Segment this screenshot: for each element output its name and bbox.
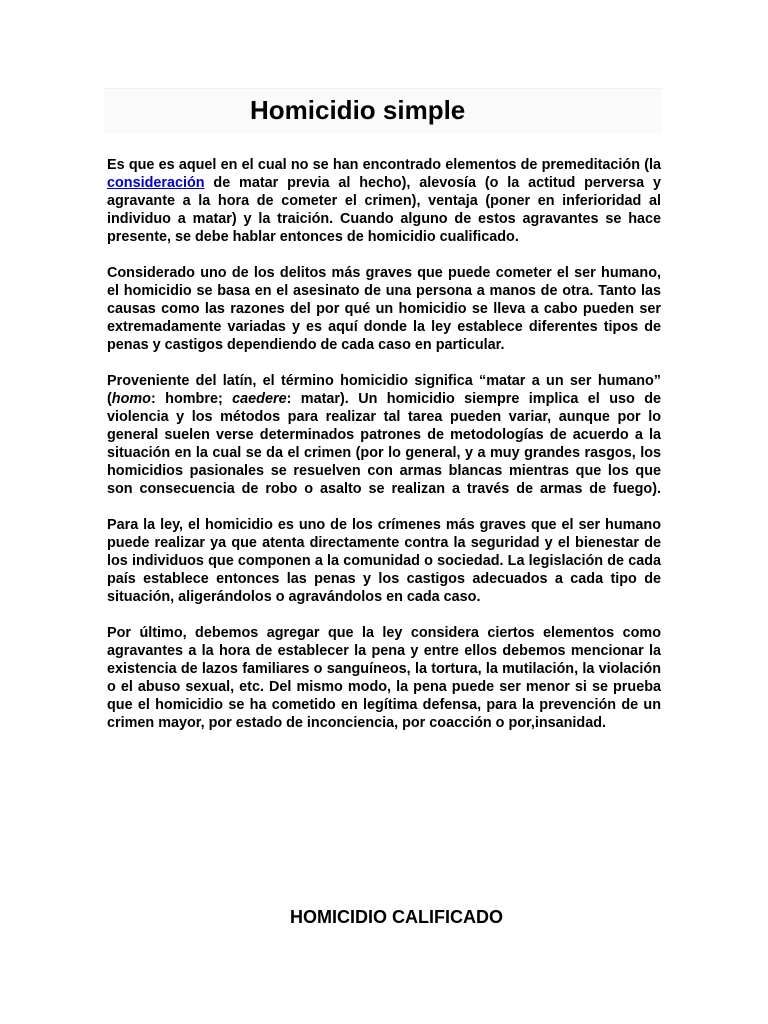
paragraph-definition-text-start: Es que es aquel en el cual no se han encontrado elementos de premeditación (la xyxy=(107,157,661,173)
document-body xyxy=(107,156,661,750)
paragraph-gravity: Considerado uno de los delitos más graves que puede cometer el ser humano, el homicidio se basa en el asesinato de una persona a manos de otra. Tanto las causas como las razones del por qué un homicidio se lleva a cabo pueden ser extremadamente variadas y es aquí donde la ley establece diferentes tipos de penas y castigos dependiendo de cada caso en particular. xyxy=(107,265,661,353)
paragraph-definition xyxy=(107,156,661,246)
latin-term-homo: homo xyxy=(111,391,151,407)
section-subtitle: HOMICIDIO CALIFICADO xyxy=(290,907,503,927)
paragraph-aggravating-factors: Por último, debemos agregar que la ley considera ciertos elementos como agravantes a la hora de establecer la pena y entre ellos debemos mencionar la existencia de lazos familiares o sanguíneos, la tortura, la mutilación, la violación o el abuso sexual, etc. Del mismo modo, la pena puede ser menor si se prueba que el homicidio se ha cometido en legítima defensa, para la prevención de un crimen mayor, por estado de inconciencia, por coacción o por,insanidad. xyxy=(107,625,661,731)
paragraph-etymology-part2: : hombre; xyxy=(150,391,233,407)
paragraph-definition-text-end: de matar previa al hecho), alevosía (o la actitud perversa y agravante a la hora de cometer el crimen), ventaja (poner en inferioridad al individuo a matar) y la traición. Cuando alguno de estos agravantes se hace presente, se debe hablar entonces de homicidio cualificado. xyxy=(107,175,661,245)
paragraph-etymology xyxy=(107,372,661,498)
consideracion-link[interactable]: consideración xyxy=(107,175,205,191)
paragraph-law: Para la ley, el homicidio es uno de los crímenes más graves que el ser humano puede realizar ya que atenta directamente contra la seguridad y el bienestar de los individuos que componen a la comunidad o sociedad. La legislación de cada país establece entonces las penas y los castigos adecuados a cada tipo de situación, aligerándolos o agravándolos en cada caso. xyxy=(107,517,661,605)
paragraph-etymology-part3: : matar). Un homicidio siempre implica el uso de violencia y los métodos para realizar tal tarea pueden variar, aunque por lo general suelen verse determinados patrones de metodologías de acuerdo a la situación en la cual se da el crimen (por lo general, y a muy grandes rasgos, los homicidios pasionales se resuelven con armas blancas mientras que los que son consecuencia de robo o asalto se realizan a través de armas de fuego). xyxy=(107,391,662,497)
page-title: Homicidio simple xyxy=(250,95,466,125)
paragraph-etymology-part1: Proveniente del latín, el término homicidio significa “matar a un ser humano” ( xyxy=(107,373,661,407)
latin-term-caedere: caedere xyxy=(232,391,287,407)
